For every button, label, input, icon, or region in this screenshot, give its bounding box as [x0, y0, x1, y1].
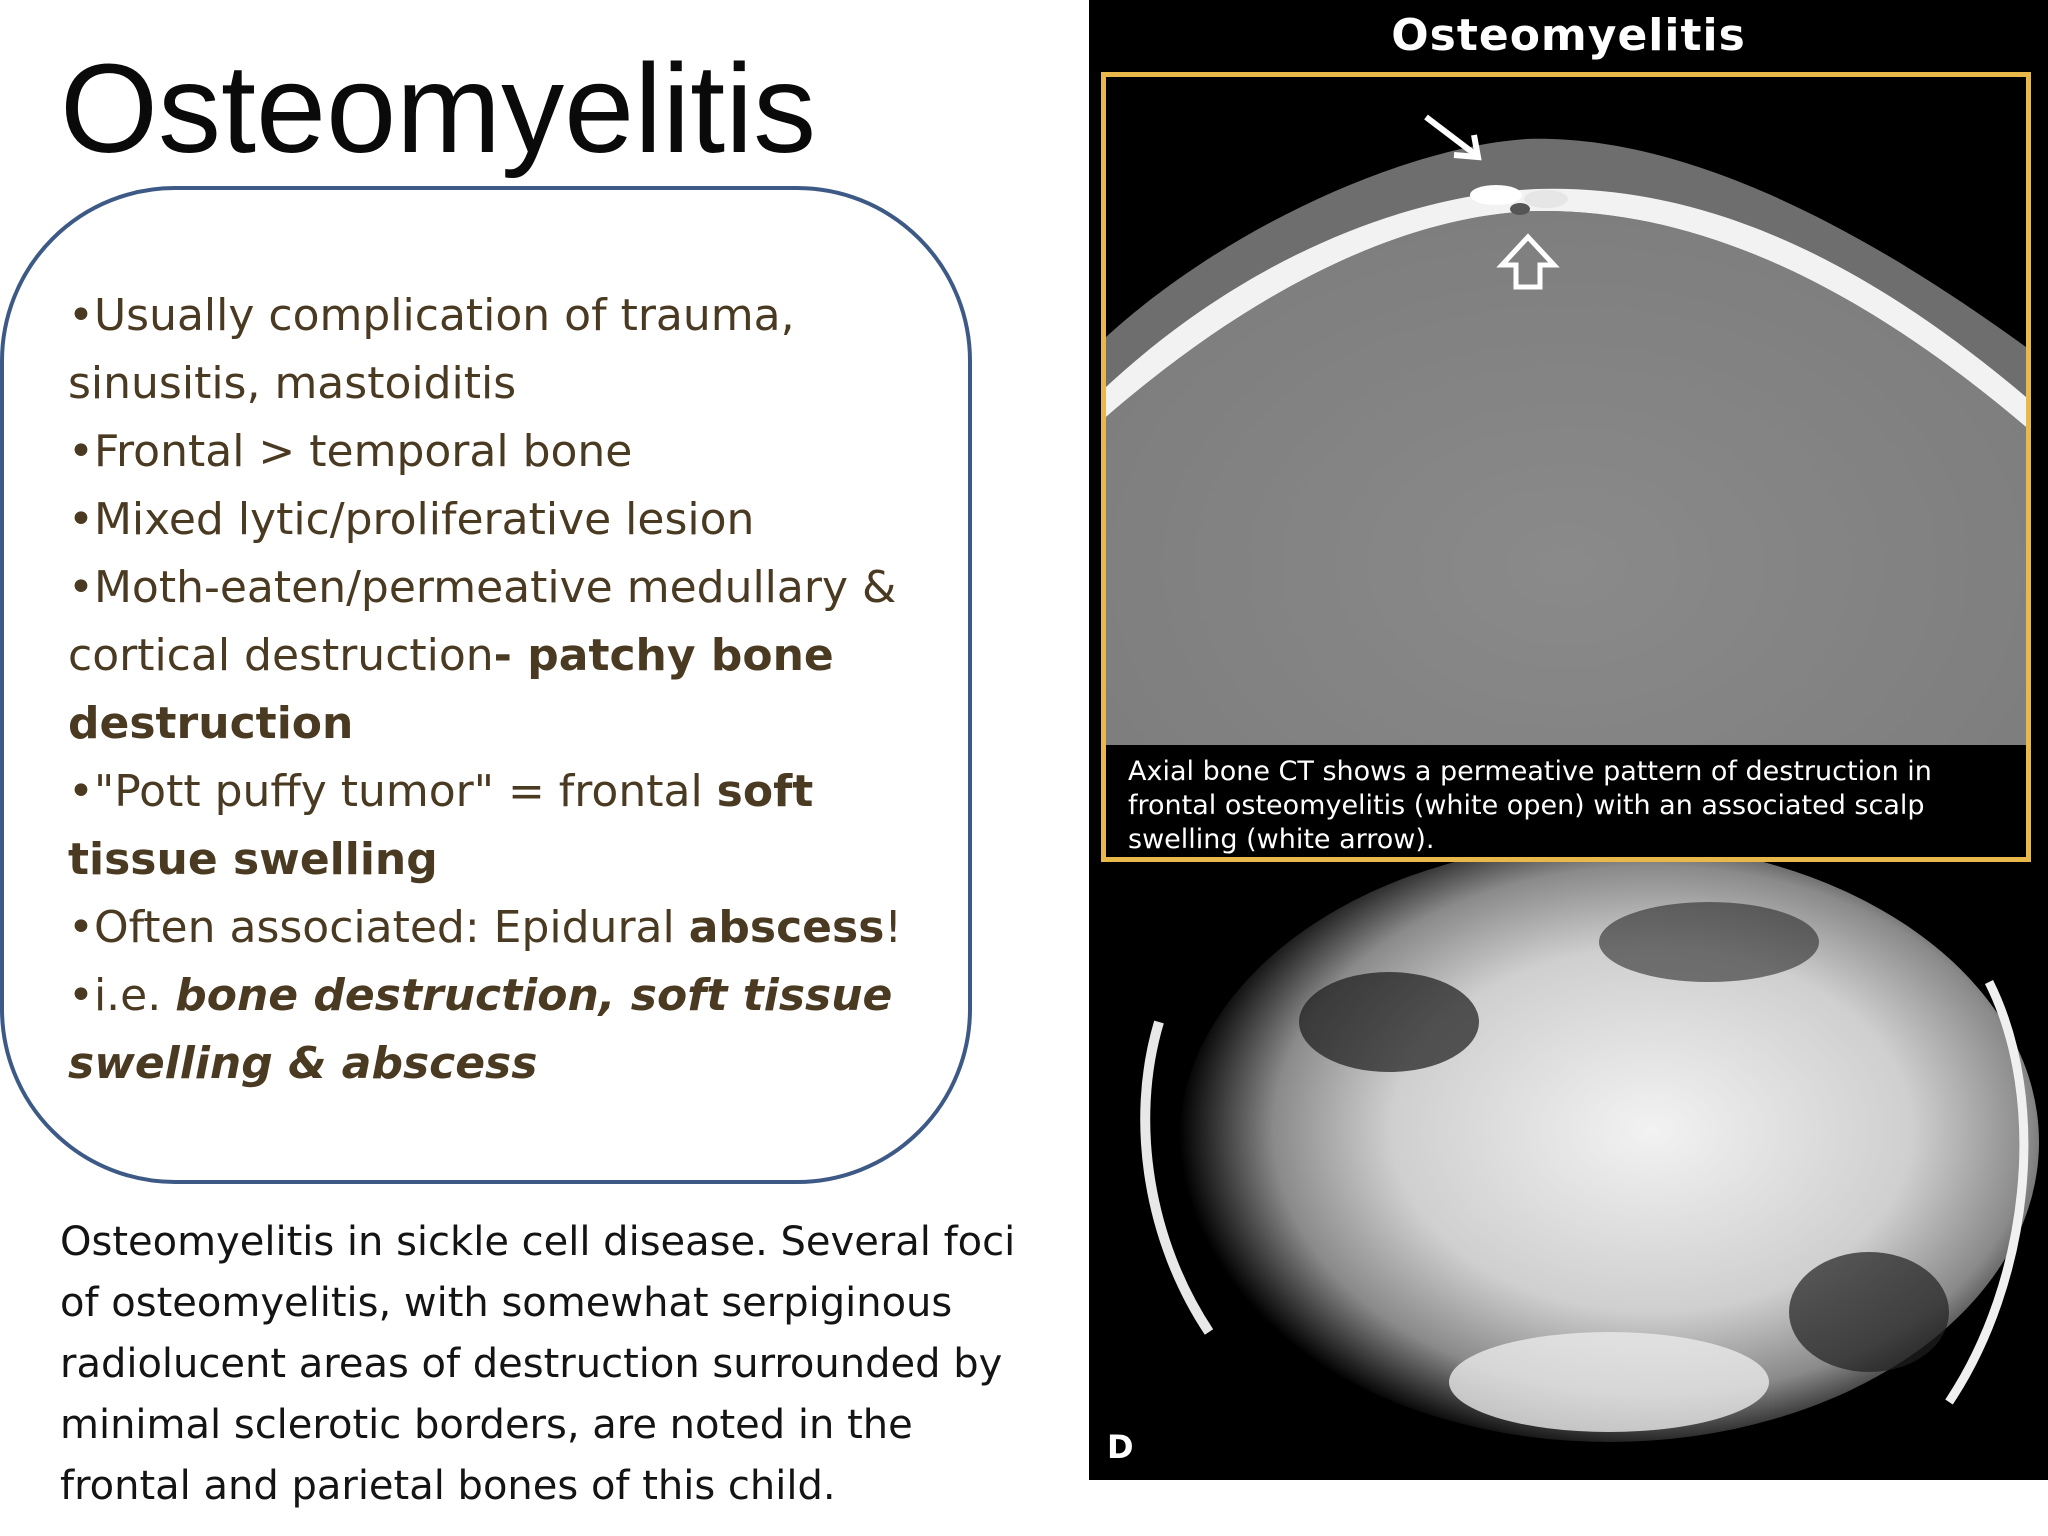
- bullet-text: •Frontal > temporal bone: [68, 426, 633, 477]
- bullet-item: [68, 486, 968, 554]
- bullet-item: [68, 894, 968, 962]
- bullet-text: •"Pott puffy tumor" = frontal: [68, 766, 717, 817]
- ct-image-frame: [1101, 72, 2031, 862]
- bullet-text: abscess: [688, 902, 885, 953]
- bullet-item: [68, 554, 968, 758]
- bullet-text: bone destruction, soft tissue swelling & abscess: [68, 970, 893, 1089]
- bullet-text: soft tissue swelling: [68, 766, 814, 885]
- ct-image-title: Osteomyelitis: [1391, 10, 1746, 61]
- bullet-text: •Mixed lytic/proliferative lesion: [68, 494, 755, 545]
- bullet-item: [68, 962, 968, 1098]
- bullet-text: •Usually complication of trauma, sinusitis, mastoiditis: [68, 290, 795, 409]
- xray-panel-label: D: [1107, 1428, 1134, 1466]
- slide-title: Osteomyelitis: [60, 38, 817, 179]
- ct-scan-image: [1106, 77, 2026, 857]
- ct-image-caption: Axial bone CT shows a permeative pattern of destruction in frontal osteomyelitis (white open) with an associated scalp swelling (white arrow).: [1106, 745, 2026, 857]
- bottom-caption: Osteomyelitis in sickle cell disease. Several foci of osteomyelitis, with somewhat serpiginous radiolucent areas of destruction surrounded by minimal sclerotic borders, are noted in the frontal and parietal bones of this child.: [60, 1219, 1016, 1509]
- bullet-text: •Often associated: Epidural: [68, 902, 689, 953]
- bullet-text: •i.e.: [68, 970, 176, 1021]
- bullet-text: •Moth-eaten/permeative medullary & cortical destruction: [68, 562, 897, 681]
- bullet-text: !: [884, 902, 903, 953]
- skull-xray-image: [1089, 862, 2048, 1480]
- image-panel: [1089, 0, 2048, 1480]
- bullet-item: [68, 282, 968, 418]
- bullet-list: [68, 282, 968, 1098]
- bullet-item: [68, 418, 968, 486]
- bullet-item: [68, 758, 968, 894]
- bullet-text: - patchy bone destruction: [68, 630, 834, 749]
